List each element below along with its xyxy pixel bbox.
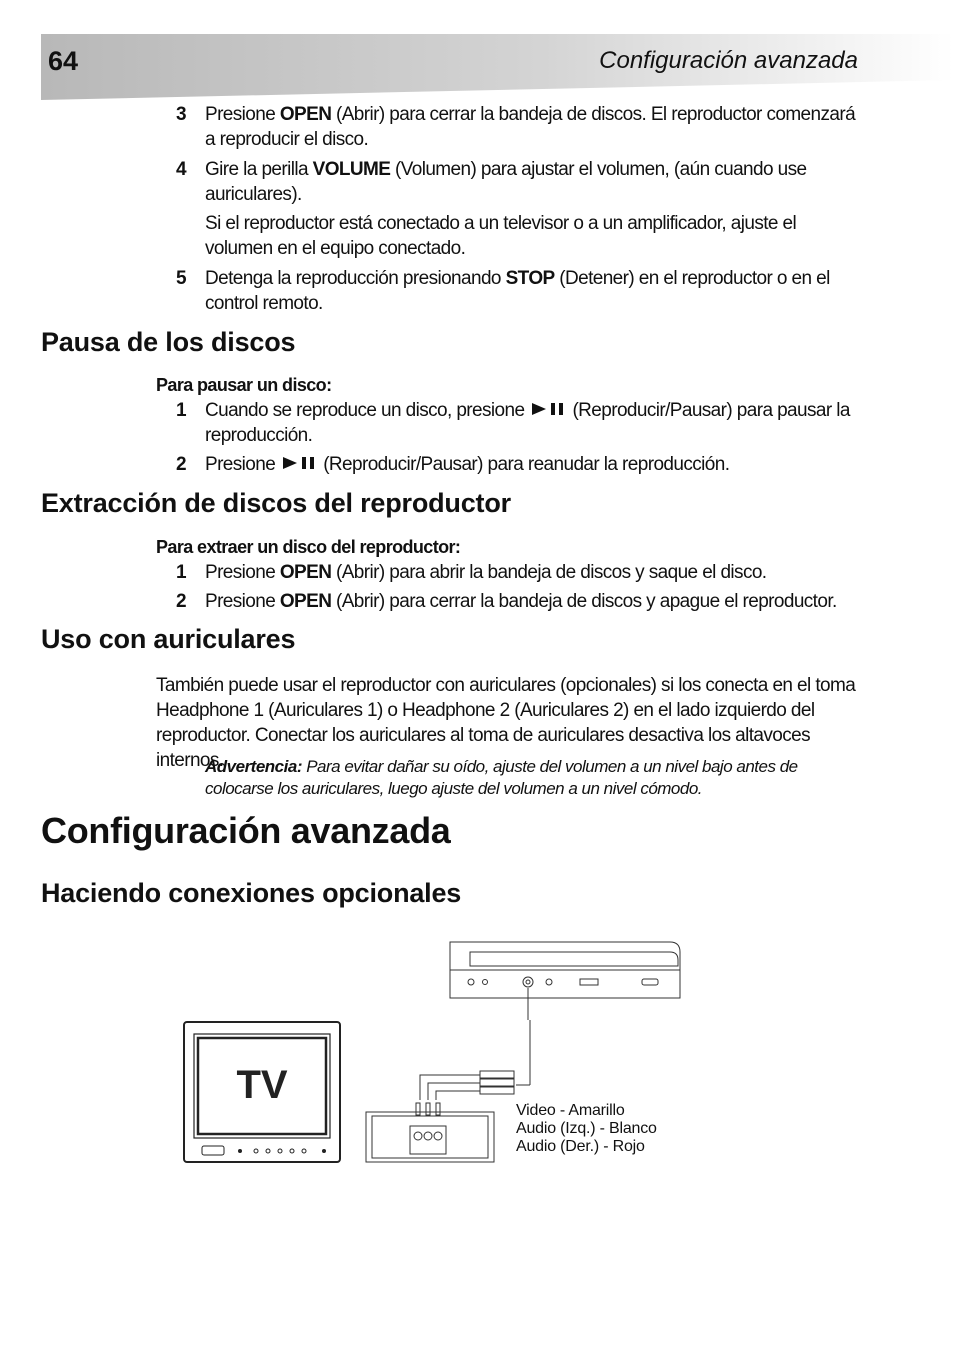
heading-connections: Haciendo conexiones opcionales	[41, 878, 462, 908]
running-title: Configuración avanzada	[599, 47, 858, 74]
heading-pause: Pausa de los discos	[41, 327, 296, 357]
warning-text: Para evitar dañar su oído, ajuste del volumen a un nivel bajo antes de colocarse los auriculares, luego ajuste del volumen a un nivel cómodo.	[205, 757, 798, 798]
warning-label: Advertencia:	[205, 757, 302, 776]
legend-video: Video - Amarillo	[516, 1102, 625, 1119]
play-pause-icon	[281, 455, 317, 471]
headphones-body: También puede usar el reproductor con auriculares (opcionales) si los conecta en el toma Headphone 1 (Auriculares 1) o Headphone 2 (Auriculares 2) en el lado izquierdo del reproductor. Conectar los auriculares al toma de auriculares desactiva los altavoces internos.	[156, 675, 856, 771]
page-header	[0, 0, 954, 100]
step-number: 4	[176, 159, 186, 180]
step-text: Presione OPEN (Abrir) para abrir la bandeja de discos y saque el disco.	[205, 562, 767, 583]
step-number: 2	[176, 454, 186, 475]
step-text: Detenga la reproducción presionando STOP (Detener) en el reproductor o en el control remoto.	[205, 268, 830, 314]
play-pause-icon	[530, 401, 566, 417]
step-number: 1	[176, 562, 186, 583]
heading-eject: Extracción de discos del reproductor	[41, 488, 511, 518]
step-text: Gire la perilla VOLUME (Volumen) para ajustar el volumen, (aún cuando use auriculares).	[205, 159, 807, 205]
step-note: Si el reproductor está conectado a un televisor o a un amplificador, ajuste el volumen en el equipo conectado.	[205, 213, 797, 259]
chapter-title: Configuración avanzada	[41, 810, 451, 851]
heading-headphones: Uso con auriculares	[41, 624, 296, 654]
step-text: Presione (Reproducir/Pausar) para reanudar la reproducción.	[205, 454, 730, 475]
subheading-eject: Para extraer un disco del reproductor:	[156, 537, 461, 557]
step-text: Presione OPEN (Abrir) para cerrar la bandeja de discos. El reproductor comenzará a reproducir el disco.	[205, 104, 856, 150]
av-cable	[420, 988, 530, 1100]
step-number: 1	[176, 400, 186, 421]
step-number: 5	[176, 268, 186, 289]
page-number: 64	[48, 46, 79, 76]
warning-note	[205, 756, 805, 800]
step-text: Presione OPEN (Abrir) para cerrar la bandeja de discos y apague el reproductor.	[205, 591, 837, 612]
step-number: 3	[176, 104, 186, 125]
legend-audio-left: Audio (Izq.) - Blanco	[516, 1120, 657, 1137]
step-number: 2	[176, 591, 186, 612]
tv-label: TV	[236, 1063, 288, 1107]
dvd-player-illustration	[450, 942, 680, 998]
legend-audio-right: Audio (Der.) - Rojo	[516, 1138, 645, 1155]
tv-av-input-panel	[366, 1103, 494, 1162]
subheading-pause: Para pausar un disco:	[156, 375, 332, 395]
step-text: Cuando se reproduce un disco, presione (Reproducir/Pausar) para pausar la reproducción.	[205, 400, 850, 446]
